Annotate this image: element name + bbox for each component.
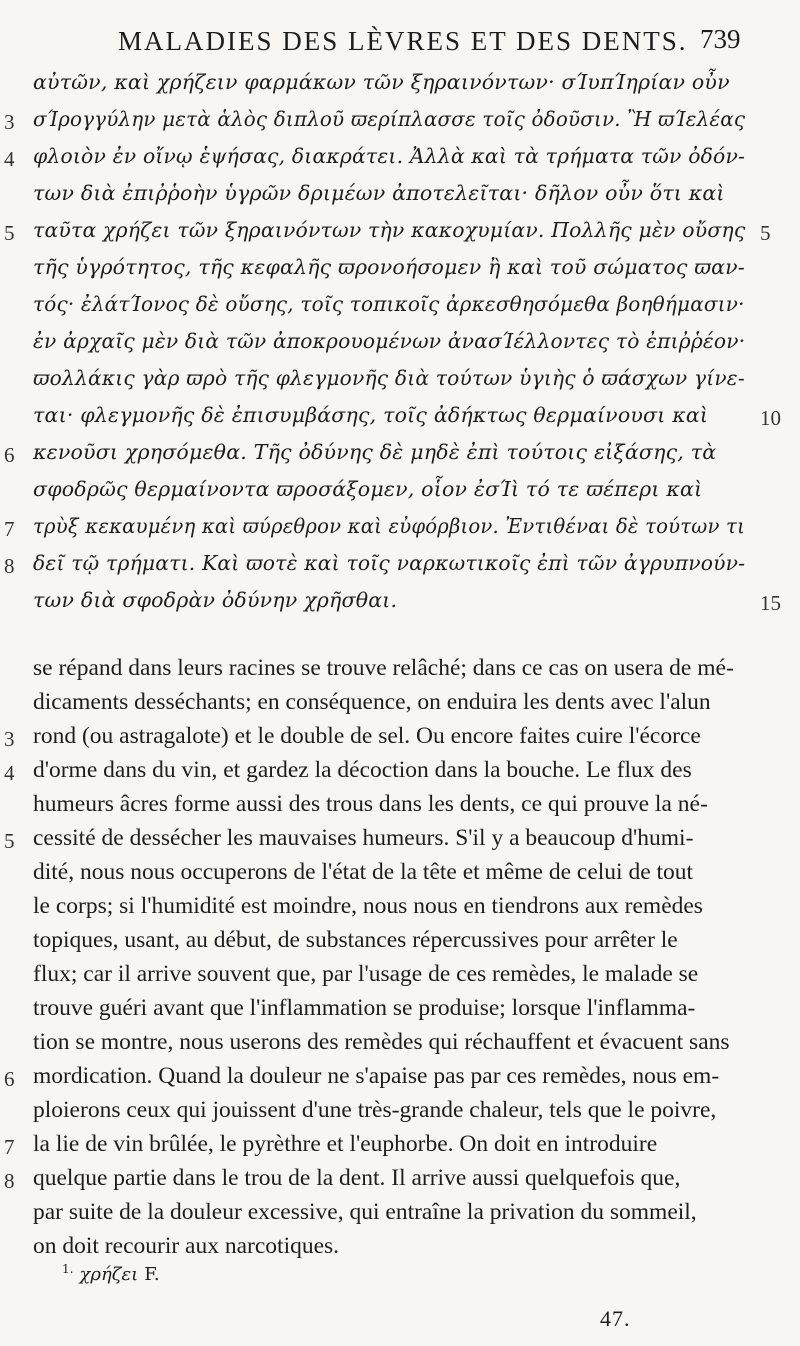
french-line: trouve guéri avant que l'inflammation se produise; lorsque l'inflamma- <box>33 995 696 1021</box>
french-line: cessité de dessécher les mauvaises humeurs. S'il y a beaucoup d'humi- <box>33 825 694 851</box>
line-count-marker: 10 <box>760 406 781 430</box>
line-marker: 3 <box>4 110 15 134</box>
french-line: le corps; si l'humidité est moindre, nous nous en tiendrons aux remèdes <box>33 893 703 919</box>
line-marker: 5 <box>4 829 15 853</box>
french-line: dité, nous nous occuperons de l'état de la tête et même de celui de tout <box>33 859 694 885</box>
french-line: flux; car il arrive souvent que, par l'usage de ces remèdes, le malade se <box>33 961 699 987</box>
line-marker: 5 <box>4 221 15 245</box>
footnote-siglum: F. <box>144 1264 160 1285</box>
line-marker: 4 <box>4 761 15 785</box>
french-line: par suite de la douleur excessive, qui entraîne la privation du sommeil, <box>33 1199 697 1225</box>
french-line: rond (ou astragalote) et le double de sel. Ou encore faites cuire l'écorce <box>33 723 701 749</box>
french-line: la lie de vin brûlée, le pyrèthre et l'euphorbe. On doit en introduire <box>33 1131 658 1157</box>
page-number: 739 <box>700 24 741 54</box>
french-line: humeurs âcres forme aussi des trous dans les dents, ce qui prouve la né- <box>33 791 708 817</box>
greek-line: τῆς ὑγρότητος, τῆς κεφαλῆς ϖρονοήσομεν ἢ καὶ τοῦ σώματος ϖαν- <box>33 255 745 279</box>
greek-line: φλοιὸν ἐν οἴνῳ ἑψήσας, διακράτει. Ἀλλὰ καὶ τὰ τρήματα τῶν ὀδόν- <box>33 144 746 168</box>
greek-line: ϖολλάκις γὰρ ϖρὸ τῆς φλεγμονῆς διὰ τούτων ὑγιὴς ὁ ϖάσχων γίνε- <box>33 366 745 390</box>
line-marker: 4 <box>4 147 15 171</box>
french-line: d'orme dans du vin, et gardez la décoction dans la bouche. Le flux des <box>33 757 692 783</box>
greek-line: σΊρογγύλην μετὰ ἁλὸς διπλοῦ ϖερίπλασσε τοῖς ὀδοῦσιν. Ἢ ϖΊελέας <box>33 107 746 131</box>
french-line: quelque partie dans le trou de la dent. Il arrive aussi quelquefois que, <box>33 1165 681 1191</box>
greek-line: των διὰ σφοδρὰν ὀδύνην χρῆσθαι. <box>33 588 398 612</box>
greek-line: τός· ἐλάτΊονος δὲ οὔσης, τοῖς τοπικοῖς ἀρκεσθησόμεθα βοηθήμασιν· <box>33 292 745 316</box>
line-marker: 7 <box>4 1135 15 1159</box>
line-marker: 8 <box>4 1169 15 1193</box>
line-marker: 3 <box>4 727 15 751</box>
greek-line: των διὰ ἐπιῤῥοὴν ὑγρῶν δριμέων ἀποτελεῖται· δῆλον οὖν ὅτι καὶ <box>33 181 725 205</box>
greek-line: ται· φλεγμονῆς δὲ ἐπισυμβάσης, τοῖς ἀδήκτως θερμαίνουσι καὶ <box>33 403 709 427</box>
line-marker: 6 <box>4 1067 15 1091</box>
french-line: on doit recourir aux narcotiques. <box>33 1233 340 1259</box>
greek-line: τρὺξ κεκαυμένη καὶ ϖύρεθρον καὶ εὐφόρβιον. Ἐντιθέναι δὲ τούτων τι <box>33 514 745 538</box>
greek-line: ἐν ἀρχαῖς μὲν διὰ τῶν ἀποκρουομένων ἀνασΊέλλοντες τὸ ἐπιῤῥέον· <box>33 329 746 353</box>
french-line: mordication. Quand la douleur ne s'apaise pas par ces remèdes, nous em- <box>33 1063 720 1089</box>
running-title: MALADIES DES LÈVRES ET DES DENTS. <box>118 26 688 56</box>
greek-line: δεῖ τῷ τρήματι. Καὶ ϖοτὲ καὶ τοῖς ναρκωτικοῖς ἐπὶ τῶν ἀγρυπνούν- <box>33 551 746 575</box>
greek-line: ταῦτα χρήζει τῶν ξηραινόντων τὴν κακοχυμίαν. Πολλῆς μὲν οὔσης <box>33 218 746 242</box>
french-line: ploierons ceux qui jouissent d'une très-grande chaleur, tels que le poivre, <box>33 1097 717 1123</box>
signature-mark: 47. <box>600 1306 631 1331</box>
line-count-marker: 15 <box>760 591 781 615</box>
line-count-marker: 5 <box>760 221 771 245</box>
footnote <box>62 1262 160 1285</box>
french-line: se répand dans leurs racines se trouve relâché; dans ce cas on usera de mé- <box>33 655 734 681</box>
line-marker: 8 <box>4 554 15 578</box>
greek-line: αὐτῶν, καὶ χρήζειν φαρμάκων τῶν ξηραινόντων· σΊυπΊηρίαν οὖν <box>33 70 730 94</box>
footnote-variant: χρήζει <box>79 1264 139 1285</box>
footnote-mark: 1. <box>62 1262 74 1276</box>
french-line: topiques, usant, au début, de substances répercussives pour arrêter le <box>33 927 678 953</box>
line-marker: 7 <box>4 517 15 541</box>
french-line: tion se montre, nous userons des remèdes qui réchauffent et évacuent sans <box>33 1029 730 1055</box>
greek-line: κενοῦσι χρησόμεθα. Τῆς ὀδύνης δὲ μηδὲ ἐπὶ τούτοις εἰξάσης, τὰ <box>33 440 717 464</box>
running-header <box>0 22 800 62</box>
greek-line: σφοδρῶς θερμαίνοντα ϖροσάξομεν, οἷον ἐσΊὶ τό τε ϖέπερι καὶ <box>33 477 703 501</box>
french-line: dicaments desséchants; en conséquence, on enduira les dents avec l'alun <box>33 689 711 715</box>
line-marker: 6 <box>4 443 15 467</box>
